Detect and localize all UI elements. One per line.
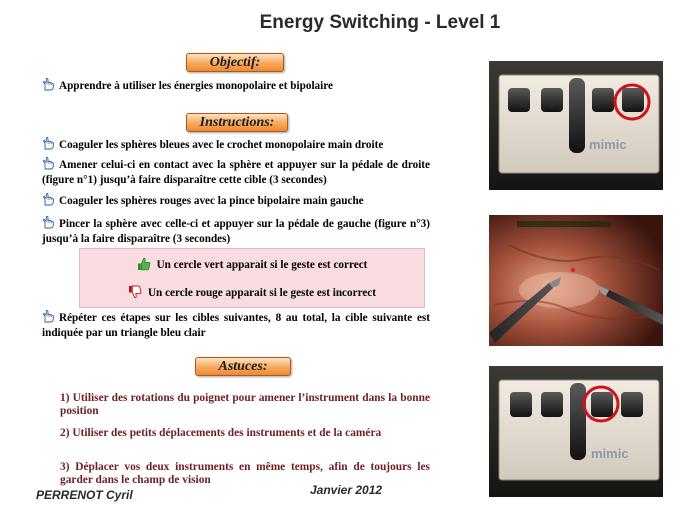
figure-simulation-view <box>489 215 663 346</box>
instruction-item <box>42 137 430 153</box>
pointing-hand-icon <box>42 216 56 229</box>
feedback-correct-text: Un cercle vert apparait si le geste est correct <box>156 259 368 271</box>
feedback-incorrect <box>80 285 424 300</box>
author-name: PERRENOT Cyril <box>36 488 133 502</box>
brand-logo: mimic <box>591 446 629 461</box>
instruction-item <box>42 193 430 209</box>
instruction-text: Coaguler les sphères bleues avec le crochet monopolaire main droite <box>59 139 384 151</box>
figure-pedals-right <box>489 61 663 190</box>
pointing-hand-icon <box>42 157 56 170</box>
thumbs-down-icon <box>128 285 142 299</box>
pointing-hand-icon <box>42 78 56 91</box>
objective-label: Apprendre à utiliser les énergies monopolaire et bipolaire <box>59 80 333 92</box>
instruction-text: Pincer la sphère avec celle-ci et appuyer sur la pédale de gauche (figure n°3) jusqu’à la faire disparaître (3 secondes) <box>42 218 430 245</box>
instruction-text: Coaguler les sphères rouges avec la pince bipolaire main gauche <box>59 195 364 207</box>
tip-item: 3) Déplacer vos deux instruments en même temps, afin de toujours les garder dans le champ de vision <box>60 461 430 486</box>
page-title: Energy Switching - Level 1 <box>259 12 501 33</box>
instruction-item <box>42 216 430 247</box>
pointing-hand-icon <box>42 310 56 323</box>
feedback-correct <box>80 257 424 272</box>
tip-item: 2) Utiliser des petits déplacements des instruments et de la caméra <box>60 427 382 439</box>
instructions-heading: Instructions: <box>186 113 288 132</box>
document-date: Janvier 2012 <box>310 483 383 497</box>
pointing-hand-icon <box>42 137 56 150</box>
brand-logo: mimic <box>589 137 627 152</box>
repeat-text: Répéter ces étapes sur les cibles suivantes, 8 au total, la cible suivante est indiquée par un triangle bleu clair <box>42 312 430 339</box>
objectif-heading: Objectif: <box>186 53 284 72</box>
repeat-instruction <box>42 310 430 341</box>
instruction-item <box>42 157 430 188</box>
pointing-hand-icon <box>42 193 56 206</box>
tip-item: 1) Utiliser des rotations du poignet pour amener l’instrument dans la bonne position <box>60 392 430 417</box>
feedback-box <box>79 248 425 308</box>
instruction-text: Amener celui-ci en contact avec la sphère et appuyer sur la pédale de droite (figure n°1) jusqu’à faire disparaître cette cible (3 secondes) <box>42 159 430 186</box>
astuces-heading: Astuces: <box>195 357 291 376</box>
thumbs-up-icon <box>137 257 151 271</box>
objective-text <box>42 78 430 94</box>
figure-pedals-left <box>489 366 663 497</box>
feedback-incorrect-text: Un cercle rouge apparait si le geste est incorrect <box>147 287 377 299</box>
